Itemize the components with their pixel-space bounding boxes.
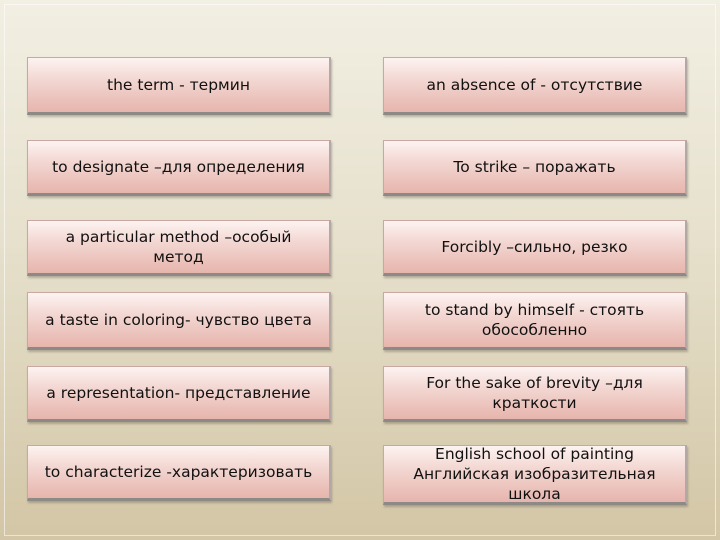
term-card-left-5 [27, 366, 331, 422]
term-card-right-2 [383, 140, 687, 196]
term-text: to designate –для определения [52, 158, 305, 176]
term-card-left-3 [27, 220, 331, 276]
term-text: Forcibly –сильно, резко [441, 238, 628, 256]
term-text: a representation- представление [46, 384, 311, 402]
term-card-left-2 [27, 140, 331, 196]
term-card-right-5 [383, 366, 687, 422]
term-text: To strike – поражать [453, 158, 616, 176]
term-card-left-1 [27, 57, 331, 115]
term-card-left-6 [27, 445, 331, 501]
term-card-right-6 [383, 445, 687, 505]
term-card-right-3 [383, 220, 687, 276]
term-text: a particular method –особый метод [65, 228, 292, 266]
term-card-left-4 [27, 292, 331, 350]
term-card-right-4 [383, 292, 687, 350]
term-text: a taste in coloring- чувство цвета [45, 311, 312, 329]
term-text: an absence of - отсутствие [426, 76, 643, 94]
term-card-right-1 [383, 57, 687, 115]
term-text: to characterize -характеризовать [44, 463, 313, 481]
term-text: For the sake of brevity –для краткости [426, 374, 643, 412]
term-text: English school of painting Английская изобразительная школа [413, 445, 656, 503]
term-text: to stand by himself - стоять обособленно [424, 301, 645, 339]
term-text: the term - термин [107, 76, 250, 94]
